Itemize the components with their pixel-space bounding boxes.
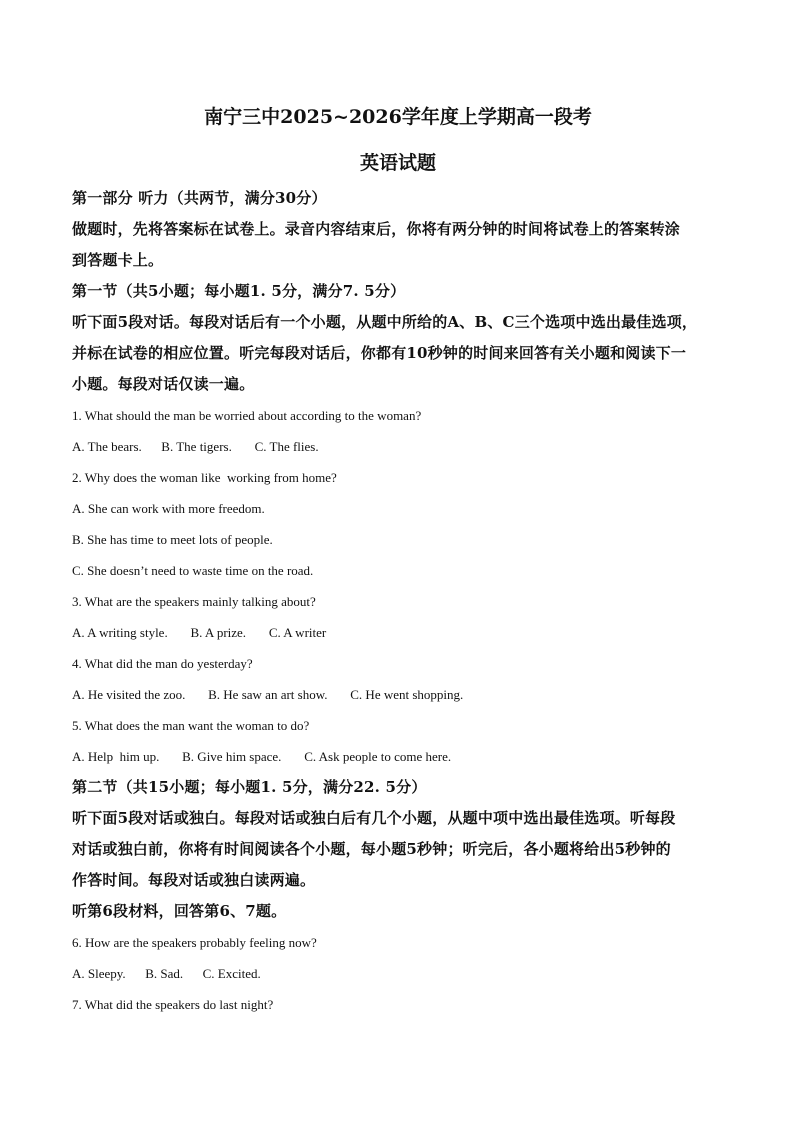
option-c: C. The flies.	[254, 439, 319, 454]
section1-instruction-line: 听下面5段对话。每段对话后有一个小题，从题中所给的A、B、C三个选项中选出最佳选项，	[72, 313, 698, 331]
question-7: 7. What did the speakers do last night?	[72, 997, 274, 1012]
option-c: C. A writer	[268, 625, 327, 640]
option-c: C. He went shopping.	[350, 687, 464, 702]
option-c: C. Ask people to come here.	[304, 749, 452, 764]
section1-heading: 第一节（共5小题；每小题1. 5分，满分7. 5分）	[72, 282, 406, 300]
question-1: 1. What should the man be worried about according to the woman?	[72, 408, 422, 423]
option-b: B. The tigers.	[161, 439, 232, 454]
question-3-options	[72, 617, 724, 648]
section2-instruction-line: 作答时间。每段对话或独白读两遍。	[72, 871, 316, 889]
option-a: A. Help him up.	[72, 749, 160, 764]
question-5-options	[72, 741, 724, 772]
question-4: 4. What did the man do yesterday?	[72, 656, 253, 671]
option-b: B. Sad.	[145, 966, 184, 981]
exam-subtitle: 英语试题	[359, 152, 436, 174]
exam-page	[72, 100, 724, 1020]
section1-instruction-line: 并标在试卷的相应位置。听完每段对话后，你都有10秒钟的时间来回答有关小题和阅读下一	[72, 344, 687, 362]
question-3: 3. What are the speakers mainly talking about?	[72, 594, 316, 609]
material-6-heading: 听第6段材料，回答第6、7题。	[72, 902, 287, 920]
question-2-option-c: C. She doesn’t need to waste time on the road.	[72, 563, 314, 578]
option-a: A. The bears.	[72, 439, 142, 454]
section2-instruction-line: 听下面5段对话或独白。每段对话或独白后有几个小题，从题中项中选出最佳选项。听每段	[72, 809, 676, 827]
option-a: A. A writing style.	[72, 625, 168, 640]
question-5: 5. What does the man want the woman to do?	[72, 718, 310, 733]
option-a: A. He visited the zoo.	[72, 687, 186, 702]
option-b: B. Give him space.	[182, 749, 282, 764]
question-2-option-b: B. She has time to meet lots of people.	[72, 532, 273, 547]
part1-instruction-line: 做题时，先将答案标在试卷上。录音内容结束后，你将有两分钟的时间将试卷上的答案转涂	[72, 220, 681, 238]
question-4-options	[72, 679, 724, 710]
section2-heading: 第二节（共15小题；每小题1. 5分，满分22. 5分）	[72, 778, 427, 796]
section2-instruction-line: 对话或独白前，你将有时间阅读各个小题，每小题5秒钟；听完后，各小题将给出5秒钟的	[72, 840, 671, 858]
question-6: 6. How are the speakers probably feeling now?	[72, 935, 317, 950]
part1-instruction-line: 到答题卡上。	[72, 251, 164, 269]
exam-title: 南宁三中2025~2026学年度上学期高一段考	[204, 106, 592, 128]
question-6-options	[72, 958, 724, 989]
question-1-options	[72, 431, 724, 462]
section1-instruction-line: 小题。每段对话仅读一遍。	[72, 375, 255, 393]
part1-heading: 第一部分 听力（共两节，满分30分）	[72, 189, 327, 207]
option-b: B. A prize.	[190, 625, 247, 640]
question-2: 2. Why does the woman like working from home?	[72, 470, 337, 485]
option-a: A. Sleepy.	[72, 966, 126, 981]
option-b: B. He saw an art show.	[208, 687, 328, 702]
question-2-option-a: A. She can work with more freedom.	[72, 501, 265, 516]
option-c: C. Excited.	[202, 966, 261, 981]
